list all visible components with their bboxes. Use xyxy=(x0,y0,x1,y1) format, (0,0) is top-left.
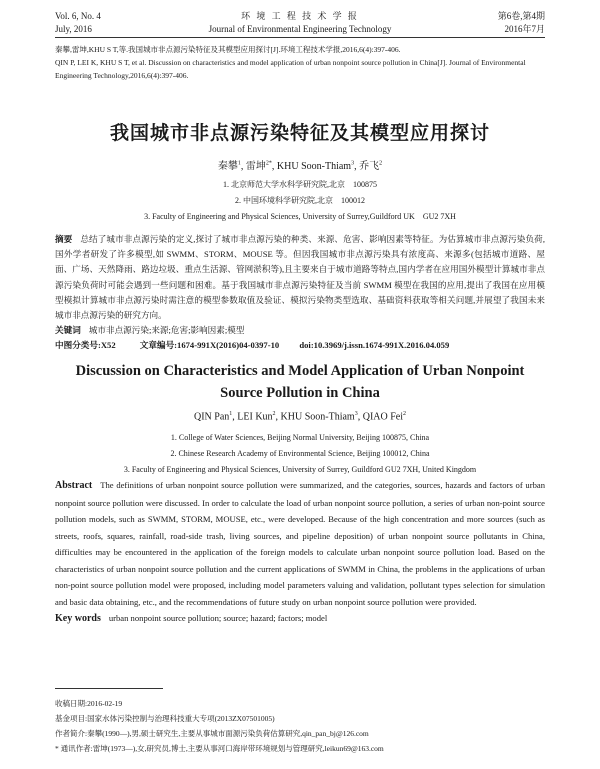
title-en-line: Discussion on Characteristics and Model Application of Urban Nonpoint xyxy=(75,363,525,379)
class-number: 中图分类号:X52 xyxy=(55,340,116,351)
keywords-label: Key words xyxy=(55,613,101,624)
author: 雷坤 xyxy=(245,161,266,172)
journal-name-zh: 环 境 工 程 技 术 学 报 xyxy=(241,11,359,21)
article-number: 文章编号:1674-991X(2016)04-0397-10 xyxy=(139,340,280,351)
author: QIN Pan xyxy=(193,411,230,423)
author-affil-mark: 2 xyxy=(272,411,276,417)
journal-name-en: Journal of Environmental Engineering Technology xyxy=(208,24,392,34)
abstract-label: 摘要 xyxy=(55,234,73,244)
author-affil-mark: 2* xyxy=(265,160,272,167)
author-affil-mark: 3 xyxy=(354,411,358,417)
affiliation: 1. College of Water Sciences, Beijing Normal University, Beijing 100875, China xyxy=(170,433,430,442)
title-en xyxy=(0,360,600,404)
citation-zh: 秦攀,雷坤,KHU S T,等.我国城市非点源污染特征及其模型应用探讨[J].环境工程技术学报,2016,6(4):397-406. xyxy=(55,45,401,54)
affiliation: 2. Chinese Research Academy of Environmental Science, Beijing 100012, China xyxy=(170,449,430,458)
volume-number: Vol. 6, No. 4 xyxy=(55,11,101,21)
author-affil-mark: 2 xyxy=(379,160,383,167)
footnote-author-bio: 作者简介:秦攀(1990—),男,硕士研究生,主要从事城市面源污染负荷估算研究,qin_pan_bj@126.com xyxy=(55,729,369,738)
abstract-text: The definitions of urban nonpoint source pollution were summarized, and the categories, sources, hazards and factors of urban nonpoint source pollution were discussed. In order to calculate the load of urban nonpoint source pollution, a series of urban non-point source pollution models, such as SWMM, STORM, MOUSE, etc., were developed. Because of the high concentration and more sources (such as streets, roofs, squares, rainfall, road-side trash, living sources, and pipeline deposition) of urban nonpoint source pollutants in China, difficulties may be encountered in the application of the foreign models to calculate urban nonpoint source pollution load. Based on the characteristics of urban nonpoint source pollution and the current applications of SWMM in China, the problems in the applications of urban non-point source pollution model were proposed, including model parameters valuing and validation, pollutant types selection for simulation and basic data obtaining, etc., and the recommendations of future study on urban nonpoint source pollution were provided. xyxy=(55,480,545,607)
title-en-line: Source Pollution in China xyxy=(220,385,380,401)
footnote-rule xyxy=(55,688,163,689)
footnotes xyxy=(55,696,384,756)
affiliation: 2. 中国环境科学研究院,北京 100012 xyxy=(235,196,365,205)
author: LEI Kun xyxy=(237,411,273,423)
keywords-label: 关键词 xyxy=(55,325,81,336)
affiliations-zh xyxy=(0,177,600,225)
author-affil-mark: 1 xyxy=(237,160,241,167)
keywords-text: 城市非点源污染;来源;危害;影响因素;模型 xyxy=(88,325,245,336)
abstract-label: Abstract xyxy=(55,480,93,491)
author-affil-mark: 3 xyxy=(351,160,355,167)
issue-date-zh: 2016年7月 xyxy=(504,24,545,34)
authors-zh: 秦攀$^1$, 雷坤$^{2*}$, KHU Soon-Thiam$^3$, 乔飞$^2$ xyxy=(217,160,383,172)
affiliation: 3. Faculty of Engineering and Physical Sciences, University of Surrey,Guildford UK GU2 7XH xyxy=(144,212,456,221)
author-affil-mark: 1 xyxy=(229,411,233,417)
doi: doi:10.3969/j.issn.1674-991X.2016.04.059 xyxy=(299,340,450,351)
abstract-zh xyxy=(55,232,545,354)
citation-block xyxy=(55,43,545,82)
affiliation: 3. Faculty of Engineering and Physical Sciences, University of Surrey, Guildford GU2 7XH, United Kingdom xyxy=(123,465,477,474)
abstract-en xyxy=(55,477,545,628)
author-affil-mark: 2 xyxy=(403,411,406,417)
author: KHU Soon-Thiam xyxy=(276,161,352,172)
keywords-text: urban nonpoint source pollution; source; hazard; factors; model xyxy=(108,613,328,623)
issue-date: July, 2016 xyxy=(55,24,92,34)
author: KHU Soon-Thiam xyxy=(280,411,355,423)
footnote-funding: 基金项目:国家水体污染控制与治理科技重大专项(2013ZX07501005) xyxy=(55,714,275,723)
footnote-corresponding-author: * 通讯作者:雷坤(1973—),女,研究员,博士,主要从事河口海岸带环境规划与管理研究,leikun69@163.com xyxy=(55,744,384,753)
author: 乔飞 xyxy=(359,161,380,172)
footnote-received-date: 收稿日期:2016-02-19 xyxy=(55,699,123,708)
citation-en: QIN P, LEI K, KHU S T, et al. Discussion on characteristics and model application of urban nonpoint source pollution in China[J]. Journal of Environmental Engineering Technology,2016,6(4):397-406. xyxy=(55,58,526,80)
author: QIAO Fei xyxy=(362,411,403,423)
authors-en: QIN Pan$^1$, LEI Kun$^2$, KHU Soon-Thiam$^3$, QIAO Fei$^2$ xyxy=(193,411,406,423)
author: 秦攀 xyxy=(217,161,238,172)
volume-number-zh: 第6卷,第4期 xyxy=(497,11,545,21)
abstract-text: 总结了城市非点源污染的定义,探讨了城市非点源污染的种类、来源、危害、影响因素等特征。为估算城市非点源污染负荷,国外学者研发了许多模型,如 SWMM、STORM、MOUSE 等。但因我国城市非点源污染具有浓度高、来源多(包括城市道路、屋面、广场、天然降雨、路边垃圾、重点生活源、管网淤积等),且主要来自于城市道路等特点,国内学者在应用国外模型计算城市非点源污染负荷时可能会遇到一些问题和困难。基于我国城市非点源污染特征及当前 SWMM 模型在我国的应用,提出了我国在应用模型模拟计算城市非点源污染时需注意的模型参数取值及验证、模拟污染物类型选取、基础资料获取等相关问题,并展望了我国未来城市非点源污染的研究方向。 xyxy=(55,234,545,321)
title-zh: 我国城市非点源污染特征及其模型应用探讨 xyxy=(109,122,490,144)
header-rule xyxy=(55,37,545,38)
volume-info-zh xyxy=(498,10,545,36)
affiliation: 1. 北京师范大学水科学研究院,北京 100875 xyxy=(223,180,377,189)
affiliations-en xyxy=(0,430,600,478)
